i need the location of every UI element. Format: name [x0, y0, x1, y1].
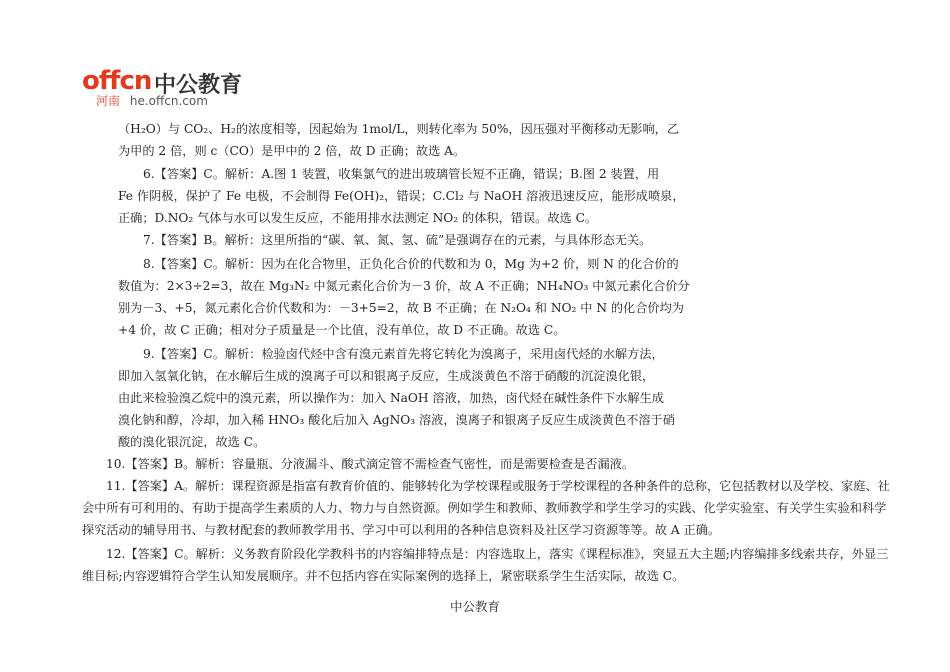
text-line: （H₂O）与 CO₂、H₂的浓度相等，因起始为 1mol/L，则转化率为 50%，因压强对平衡移动无影响，乙	[118, 122, 680, 136]
text-line: +4 价，故 C 正确；相对分子质量是一个比值，没有单位，故 D 不正确。故选 C。	[118, 323, 566, 337]
text-line: 即加入氢氧化钠，在水解后生成的溴离子可以和银离子反应，生成淡黄色不溶于硝酸的沉淀溴化银，	[118, 369, 655, 383]
text-line: 正确；D.NO₂ 气体与水可以发生反应，不能用排水法测定 NO₂ 的体积，错误。故选 C。	[118, 211, 598, 225]
offcn-logo	[82, 64, 242, 108]
text-line: 6.【答案】C。解析：A.图 1 装置，收集氯气的进出玻璃管长短不正确，错误；B.图 2 装置，用	[143, 167, 660, 181]
text-line: 12.【答案】C。解析：义务教育阶段化学教科书的内容编排特点是：内容选取上，落实《课程标准》，突显五大主题;内容编排多线索共存，外显三	[106, 547, 889, 561]
logo-region: 河南	[96, 94, 121, 108]
text-line: 11.【答案】A。解析：课程资源是指富有教育价值的、能够转化为学校课程或服务于学校课程的各种条件的总称，它包括教材以及学校、家庭、社	[106, 479, 890, 493]
text-line: 8.【答案】C。解析：因为在化合物里，正负化合价的代数和为 0，Mg 为+2 价，则 N 的化合价的	[143, 257, 679, 271]
text-line: 别为－3、+5，氮元素化合价代数和为：－3+5=2，故 B 不正确；在 N₂O₄ 和 NO₂ 中 N 的化合价均为	[118, 301, 684, 315]
text-line: 10.【答案】B。解析：容量瓶、分液漏斗、酸式滴定管不需检查气密性，而是需要检查是否漏液。	[106, 457, 635, 471]
text-line: 溴化钠和醇，冷却，加入稀 HNO₃ 酸化后加入 AgNO₃ 溶液，溴离子和银离子反应生成淡黄色不溶于硝	[118, 413, 675, 427]
text-line: 探究活动的辅导用书、与教材配套的教师教学用书、学习中可以利用的各种信息资料及社区学习资源等等。故 A 正确。	[82, 523, 721, 537]
logo-subtitle	[96, 92, 208, 109]
logo-site: he.offcn.com	[129, 94, 208, 108]
text-line: 维目标;内容逻辑符合学生认知发展顺序。并不包括内容在实际案例的选择上，紧密联系学生生活实际，故选 C。	[82, 569, 685, 583]
text-line: 会中所有可利用的、有助于提高学生素质的人力、物力与自然资源。例如学生和教师、教师教学和学生学习的实践、化学实验室、有关学生实验和科学	[82, 501, 887, 515]
text-line: Fe 作阴极，保护了 Fe 电极，不会制得 Fe(OH)₂，错误；C.Cl₂ 与 NaOH 溶液迅速反应，能形成喷泉，	[118, 189, 685, 203]
text-line: 数值为：2×3÷2=3，故在 Mg₃N₂ 中氮元素化合价为－3 价，故 A 不正确；NH₄NO₃ 中氮元素化合价分	[118, 279, 690, 293]
text-line: 9.【答案】C。解析：检验卤代烃中含有溴元素首先将它转化为溴离子，采用卤代烃的水解方法，	[143, 347, 664, 361]
logo-brand: offcn	[82, 66, 152, 96]
text-line: 7.【答案】B。解析：这里所指的“碳、氧、氮、氢、硫”是强调存在的元素，与具体形态无关。	[143, 233, 652, 247]
text-line: 为甲的 2 倍，则 c（CO）是甲中的 2 倍，故 D 正确；故选 A。	[118, 144, 466, 158]
text-line: 酸的溴化银沉淀，故选 C。	[118, 435, 266, 449]
logo-name: 中公教育	[154, 73, 243, 98]
page-footer: 中公教育	[449, 599, 500, 614]
text-line: 由此来检验溴乙烷中的溴元素，所以操作为：加入 NaOH 溶液，加热，卤代烃在碱性条件下水解生成	[118, 391, 664, 405]
